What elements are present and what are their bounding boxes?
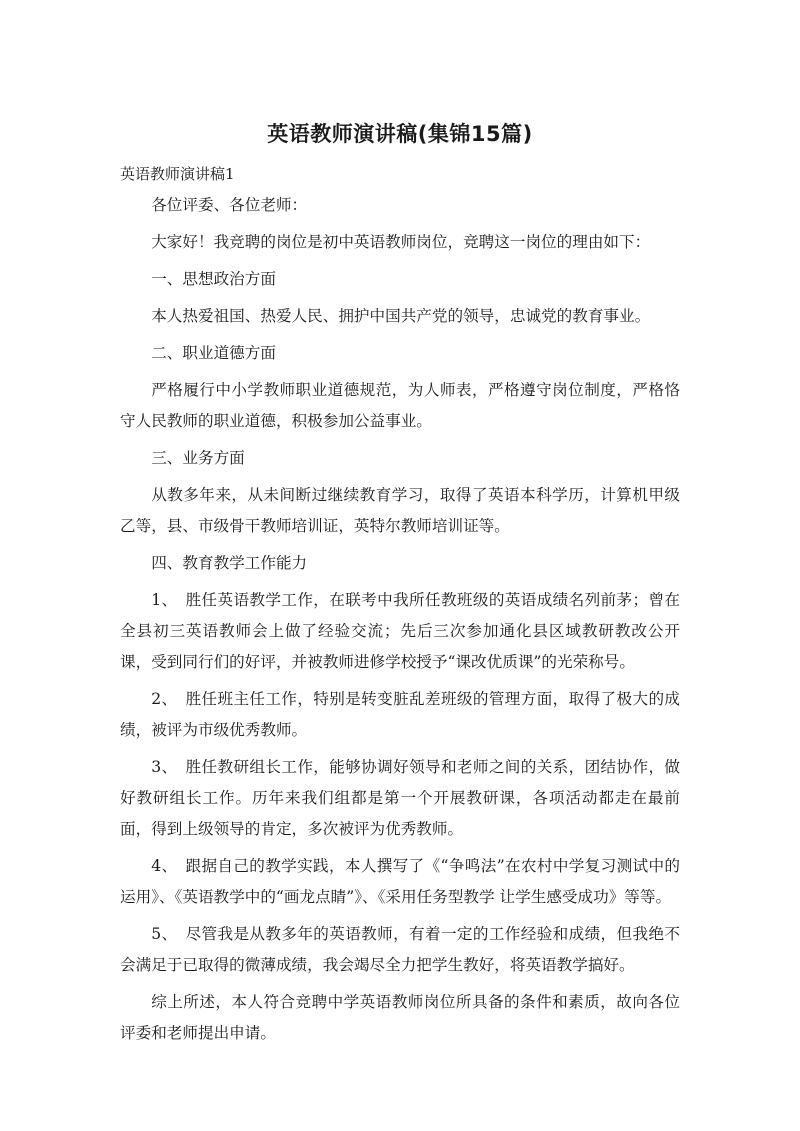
paragraph-intro: 大家好！我竞聘的岗位是初中英语教师岗位，竞聘这一岗位的理由如下： — [151, 233, 651, 251]
section-heading-teaching-ability: 四、教育教学工作能力 — [151, 554, 308, 572]
paragraph-item-4: 4、 跟据自己的教学实践，本人撰写了《“争鸣法”在农村中学复习测试中的运用》、《英语教学中的“画龙点睛”》、《采用任务型教学 让学生感受成功》等等。 — [120, 857, 680, 906]
paragraph-item-1: 1、 胜任英语教学工作，在联考中我所任教班级的英语成绩名列前茅；曾在全县初三英语教师会上做了经验交流；先后三次参加通化县区域教研教改公开课，受到同行们的好评，并被教师进修学校授予“课改优质课”的光荣称号。 — [120, 591, 680, 671]
document-subtitle: 英语教师演讲稿1 — [120, 165, 235, 183]
section-heading-political: 一、思想政治方面 — [151, 270, 276, 288]
paragraph-conclusion: 综上所述，本人符合竞聘中学英语教师岗位所具备的条件和素质，故向各位评委和老师提出申请。 — [120, 993, 680, 1042]
paragraph-business: 从教多年来，从未间断过继续教育学习，取得了英语本科学历，计算机甲级乙等，县、市级骨干教师培训证，英特尔教师培训证等。 — [120, 486, 680, 535]
paragraph-item-5: 5、 尽管我是从教多年的英语教师，有着一定的工作经验和成绩，但我绝不会满足于已取得的微薄成绩，我会竭尽全力把学生教好，将英语教学搞好。 — [120, 925, 680, 974]
paragraph-ethics: 严格履行中小学教师职业道德规范，为人师表，严格遵守岗位制度，严格恪守人民教师的职业道德，积极参加公益事业。 — [120, 381, 680, 430]
paragraph-item-2: 2、 胜任班主任工作，特别是转变脏乱差班级的管理方面，取得了极大的成绩，被评为市级优秀教师。 — [120, 690, 680, 739]
section-heading-ethics: 二、职业道德方面 — [151, 344, 276, 362]
paragraph-greeting: 各位评委、各位老师： — [151, 196, 308, 214]
paragraph-item-3: 3、 胜任教研组长工作，能够协调好领导和老师之间的关系，团结协作，做好教研组长工作。历年来我们组都是第一个开展教研课，各项活动都走在最前面，得到上级领导的肯定，多次被评为优秀教师。 — [120, 758, 680, 838]
paragraph-political: 本人热爱祖国、热爱人民、拥护中国共产党的领导，忠诚党的教育事业。 — [151, 307, 651, 325]
document-body — [120, 190, 680, 1055]
document-title: 英语教师演讲稿(集锦15篇) — [267, 122, 533, 146]
section-heading-business: 三、业务方面 — [151, 449, 245, 467]
